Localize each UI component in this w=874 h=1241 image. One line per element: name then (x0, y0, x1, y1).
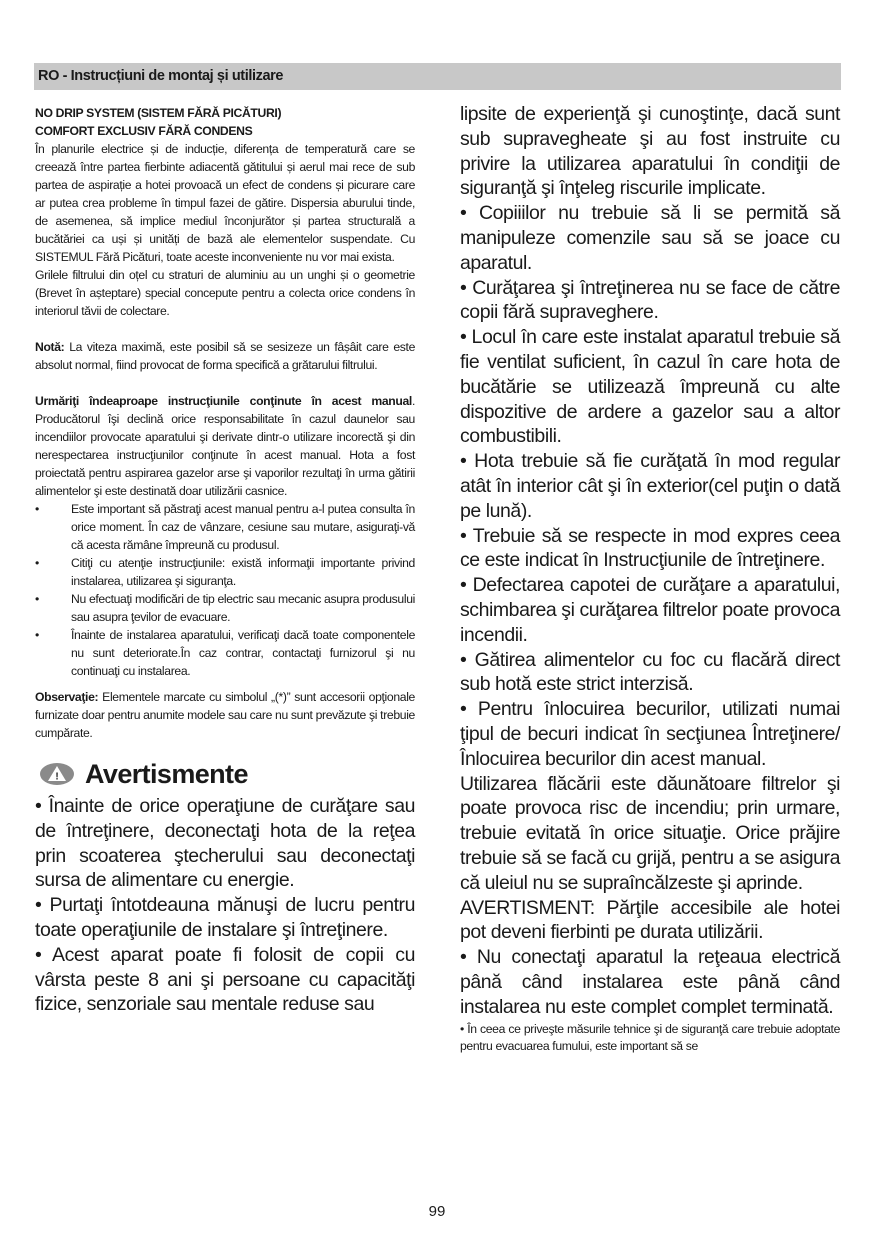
manual-instructions-bold: Urmăriţi îndeaproape instrucţiunile conţinute în acest manual (35, 394, 412, 408)
observation-text: Elementele marcate cu simbolul „(*)” sunt accesorii opţionale furnizate doar pentru anumite modele sau care nu sunt prevăzute şi trebuie cumpărate. (35, 690, 415, 740)
list-item: • Nu efectuaţi modificări de tip electric sau mecanic asupra produsului sau asupra ţevilor de evacuare. (35, 592, 415, 624)
list-item: • Înainte de instalarea aparatului, verificaţi dacă toate componentele nu sunt deteriorate.În caz contrar, contactaţi furnizorul şi nu continuaţi cu instalarea. (35, 628, 415, 678)
manual-instructions-text: . Producătorul îşi declină orice responsabilitate în cazul daunelor sau incendiilor provocate aparatului şi derivate dintr-o utilizare incorectă şi din nerespectarea instrucţiunilor conţinute în acest manual. Hota a fost proiectată pentru aspirarea gazelor arse şi vaporilor rezultaţi în urma gătirii alimentelor şi este destinată doar utilizării casnice. (35, 394, 415, 498)
right-paragraph: • Hota trebuie să fie curăţată în mod regular atât în interior cât şi în exterior(cel puţin o dată pe lună). (460, 450, 840, 522)
warnings-heading (35, 754, 415, 794)
right-paragraph: • Nu conectaţi aparatul la reţeaua electrică până când instalarea este până când instalarea nu este complet complet terminată. (460, 946, 840, 1018)
right-paragraph: • Gătirea alimentelor cu foc cu flacără direct sub hotă este strict interzisă. (460, 648, 840, 696)
right-column (460, 102, 840, 1055)
page-header-title: RO - Instrucțiuni de montaj și utilizare (38, 68, 284, 84)
observation-label: Observaţie: (35, 690, 99, 704)
warning-gloves-paragraph: • Purtaţi întotdeauna mănuşi de lucru pentru toate operaţiunile de instalare şi întreţinere. (35, 894, 415, 941)
bullet-dot: • (35, 502, 39, 516)
right-paragraph: • Pentru înlocuirea becurilor, utilizati numai ţipul de becuri indicat în secţiunea Întreţinere/Înlocuirea becurilor din acest manual. (460, 698, 840, 770)
observation-paragraph (35, 688, 415, 742)
header-bar (34, 63, 841, 90)
bullet-dot: • (35, 556, 39, 570)
right-paragraph: • Curăţarea şi întreţinerea nu se face de către copii fără supraveghere. (460, 276, 840, 324)
smoke-evacuation-paragraph: • În ceea ce priveşte măsurile tehnice şi de siguranţă care trebuie adoptate pentru evacuarea fumului, este important să se (460, 1022, 840, 1054)
right-paragraph: • Defectarea capotei de curăţare a aparatului, schimbarea şi curăţarea filtrelor poate provoca incendii. (460, 574, 840, 646)
right-paragraph: • Locul în care este instalat aparatul trebuie să fie ventilat suficient, în cazul în care hota de bucătărie se utilizează împreună cu alte dispozitive de ardere a gazelor sau a altor combustibili. (460, 326, 840, 448)
warning-children-paragraph: • Acest aparat poate fi folosit de copii cu vârsta peste 8 ani şi persoane cu capacităţi fizice, senzoriale sau mentale reduse sau (35, 943, 415, 1016)
bullet-dot: • (35, 628, 39, 642)
drip-system-subtitle: COMFORT EXCLUSIV FĂRĂ CONDENS (35, 124, 253, 138)
warning-disconnect-paragraph: • Înainte de orice operaţiune de curăţare sau de întreţinere, deconectaţi hota de la reţea prin scoaterea ştecherului sau deconectaţi sursa de alimentare cu energie. (35, 795, 415, 892)
safety-bullet-list (35, 500, 415, 680)
drip-system-title: NO DRIP SYSTEM (SISTEM FĂRĂ PICĂTURI) (35, 106, 282, 120)
right-paragraph: lipsite de experienţă şi cunoştinţe, dacă sunt sub supravegheate şi au fost instruite cu privire la utilizarea aparatului în condiţii de siguranţă şi înţeleg riscurile implicate. (460, 103, 840, 200)
warnings-title: Avertismente (85, 758, 248, 789)
warning-icon (39, 762, 75, 786)
right-paragraph: AVERTISMENT: Părţile accesibile ale hotei pot deveni fierbinti pe durata utilizării. (460, 896, 840, 944)
filter-grid-paragraph: Grilele filtrului din oțel cu straturi de aluminiu au un unghi și o geometrie (Brevet în așteptare) special concepute pentru a colecta orice condens în interiorul tăvii de colectare. (35, 268, 415, 318)
right-paragraph: Utilizarea flăcării este dăunătoare filtrelor şi poate provoca risc de incendiu; prin urmare, trebuie evitată în orice situaţie. Orice prăjire trebuie să se facă cu grijă, pentru a se asigura că uleiul nu se supraîncălzeste şi aprinde. (460, 772, 840, 894)
right-paragraph: • Trebuie să se respecte in mod expres ceea ce este indicat în Instrucţiunile de întreţinere. (460, 524, 840, 572)
warning-icon-glyph: ! (55, 771, 59, 783)
manual-instructions-paragraph (35, 392, 415, 500)
page-number: 99 (428, 1203, 446, 1220)
bullet-dot: • (35, 592, 39, 606)
right-paragraph: • Copiiilor nu trebuie să li se permită să manipuleze comenzile sau să se joace cu aparatul. (460, 202, 840, 274)
left-column (35, 104, 415, 1017)
list-item: • Citiţi cu atenţie instrucţiunile: există informaţii importante privind instalarea, utilizarea şi siguranţa. (35, 556, 415, 588)
note-paragraph (35, 338, 415, 374)
drip-system-paragraph: În planurile electrice și de inducție, diferența de temperatură care se creează între partea fierbinte adiacentă gătitului și aerul mai rece de sub partea de aspirație a hotei provoacă un efect de condens și picurare care ar putea crea probleme în timpul fazei de gătire. Dispersia aburului tinde, de asemenea, să implice mediul înconjurător și partea structurală a bucătăriei ca uși și unități de bază ale elementelor suspendate. Cu SISTEMUL Fără Picături, toate aceste inconveniente nu vor mai exista. (35, 142, 415, 264)
note-label: Notă: (35, 340, 65, 354)
note-text: La viteza maximă, este posibil să se sesizeze un fâșâit care este absolut normal, fiind provocat de forma specifică a grătarului filtrului. (35, 340, 415, 372)
list-item: • Este important să păstraţi acest manual pentru a-l putea consulta în orice moment. În caz de vânzare, cesiune sau mutare, asiguraţi-vă că acesta rămâne împreună cu produsul. (35, 502, 415, 552)
